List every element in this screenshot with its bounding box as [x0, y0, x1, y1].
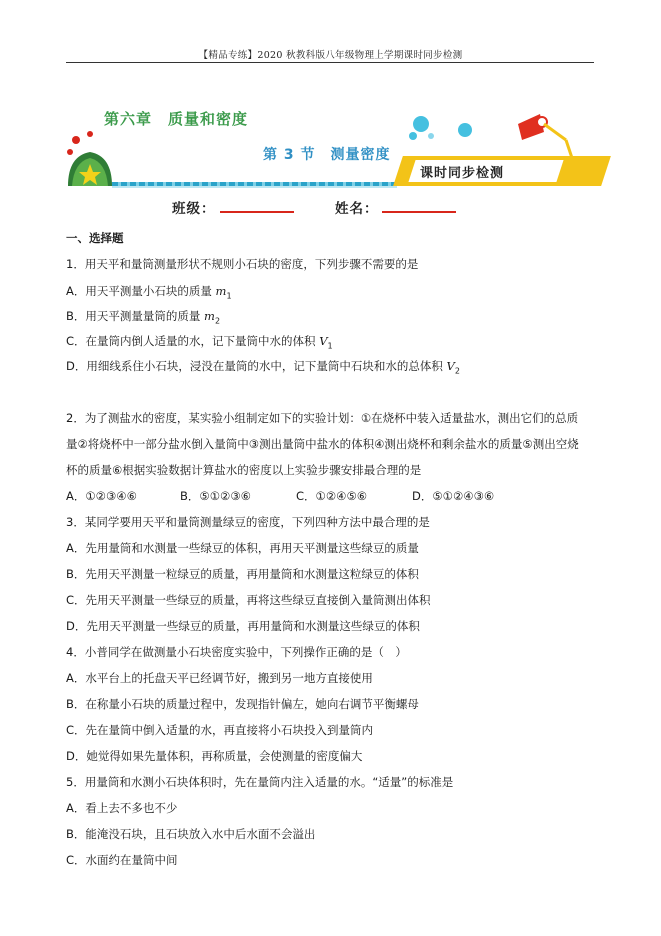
question-2-option-c: C．①②④⑤⑥	[296, 489, 368, 503]
question-2-option-d: D．⑤①②④③⑥	[412, 489, 495, 503]
banner-label: 课时同步检测	[420, 166, 505, 181]
page-header: 【精品专练】2020 秋教科版八年级物理上学期课时同步检测	[198, 50, 463, 61]
chapter-title: 第六章 质量和密度	[104, 110, 249, 128]
banner-stripe-light	[112, 186, 397, 188]
question-1-option-a: A．用天平测量小石块的质量 $m_1$	[66, 284, 232, 301]
badge-icon	[62, 130, 132, 190]
question-2-stem-line-2: 量②将烧杯中一部分盐水倒入量筒中③测出量筒中盐水的体积④测出烧杯和剩余盐水的质量⑤测出空烧	[66, 437, 579, 451]
question-5-option-a: A．看上去不多也不少	[66, 801, 178, 815]
question-3-option-b: B．先用天平测量一粒绿豆的质量，再用量筒和水测量这粒绿豆的体积	[66, 567, 419, 581]
name-label: 姓名：	[335, 201, 379, 217]
question-4-option-b: B．在称量小石块的质量过程中，发现指针偏左，她向右调节平衡螺母	[66, 697, 419, 711]
question-3-option-a: A．先用量筒和水测量一些绿豆的体积，再用天平测量这些绿豆的质量	[66, 541, 419, 555]
question-4-option-c: C．先在量筒中倒入适量的水，再直接将小石块投入到量筒内	[66, 723, 374, 737]
question-2-stem-line-1: 2．为了测盐水的密度，某实验小组制定如下的实验计划：①在烧杯中装入适量盐水，测出它们的总质	[66, 411, 579, 425]
question-1-option-d: D．用细线系住小石块，浸没在量筒的水中，记下量筒中石块和水的总体积 $V_2$	[66, 359, 460, 376]
question-2-option-a: A．①②③④⑥	[66, 489, 137, 503]
question-5-option-c: C．水面约在量筒中间	[66, 853, 178, 867]
question-4-option-d: D．她觉得如果先量体积，再称质量，会使测量的密度偏大	[66, 749, 363, 763]
class-field	[220, 211, 294, 213]
section-heading: 一、选择题	[66, 231, 124, 245]
question-2-option-b: B．⑤①②③⑥	[180, 489, 251, 503]
question-1-option-c: C．在量筒内倒人适量的水，记下量筒中水的体积 $V_1$	[66, 334, 333, 351]
question-1-option-b: B．用天平测量量筒的质量 $m_2$	[66, 309, 221, 326]
class-label: 班级：	[172, 201, 216, 217]
name-field	[382, 211, 456, 213]
bubble-icon	[455, 120, 475, 140]
section-title: 第 3 节 测量密度	[263, 147, 391, 163]
question-4-stem: 4．小普同学在做测量小石块密度实验中，下列操作正确的是（ ）	[66, 645, 407, 659]
question-3-stem: 3．某同学要用天平和量筒测量绿豆的密度，下列四种方法中最合理的是	[66, 515, 430, 529]
question-5-option-b: B．能淹没石块，且石块放入水中后水面不会溢出	[66, 827, 316, 841]
header-divider	[66, 62, 594, 63]
question-1-stem: 1．用天平和量筒测量形状不规则小石块的密度，下列步骤不需要的是	[66, 257, 419, 271]
question-2-stem-line-3: 杯的质量⑥根据实验数据计算盐水的密度以上实验步骤安排最合理的是	[66, 463, 422, 477]
question-4-option-a: A．水平台上的托盘天平已经调节好，搬到另一地方直接使用	[66, 671, 373, 685]
question-3-option-c: C．先用天平测量一些绿豆的质量，再将这些绿豆直接倒入量筒测出体积	[66, 593, 431, 607]
question-5-stem: 5．用量筒和水测小石块体积时，先在量筒内注入适量的水。“适量”的标准是	[66, 775, 454, 789]
question-3-option-d: D．先用天平测量一些绿豆的质量，再用量筒和水测量这些绿豆的体积	[66, 619, 420, 633]
